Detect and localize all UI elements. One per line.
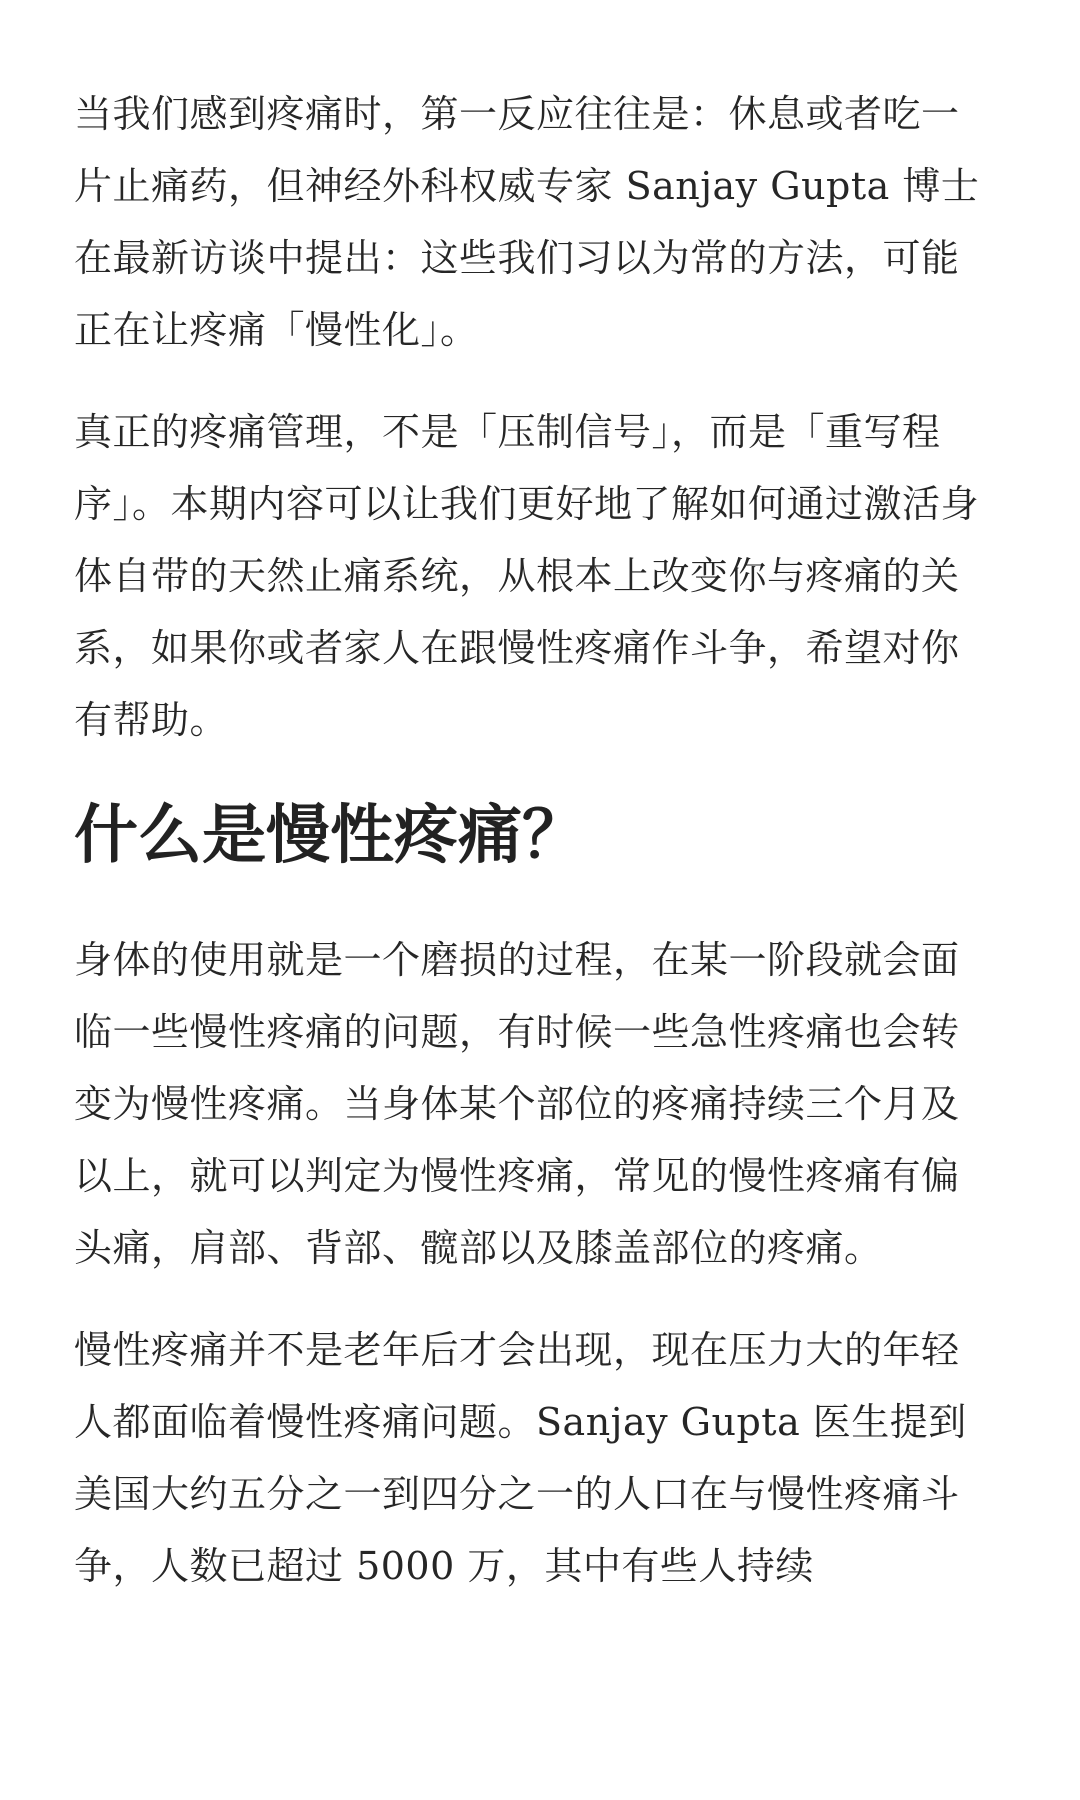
body-paragraph-2: 慢性疼痛并不是老年后才会出现，现在压力大的年轻人都面临着慢性疼痛问题。Sanjay Gupta 医生提到美国大约五分之一到四分之一的人口在与慢性疼痛斗争，人数已超过 5000 万，其中有些人持续 [74,1328,967,1588]
intro-paragraph-2: 真正的疼痛管理，不是「压制信号」，而是「重写程序」。本期内容可以让我们更好地了解如何通过激活身体自带的天然止痛系统，从根本上改变你与疼痛的关系，如果你或者家人在跟慢性疼痛作斗争，希望对你有帮助。 [74,410,980,742]
article-body [74,78,994,1632]
section-heading: 什么是慢性疼痛？ [74,798,586,873]
body-paragraph-1: 身体的使用就是一个磨损的过程，在某一阶段就会面临一些慢性疼痛的问题，有时候一些急性疼痛也会转变为慢性疼痛。当身体某个部位的疼痛持续三个月及以上，就可以判定为慢性疼痛，常见的慢性疼痛有偏头痛，肩部、背部、髋部以及膝盖部位的疼痛。 [74,938,960,1270]
intro-paragraph-1: 当我们感到疼痛时，第一反应往往是：休息或者吃一片止痛药，但神经外科权威专家 Sanjay Gupta 博士在最新访谈中提出：这些我们习以为常的方法，可能正在让疼痛「慢性化」。 [74,92,980,352]
